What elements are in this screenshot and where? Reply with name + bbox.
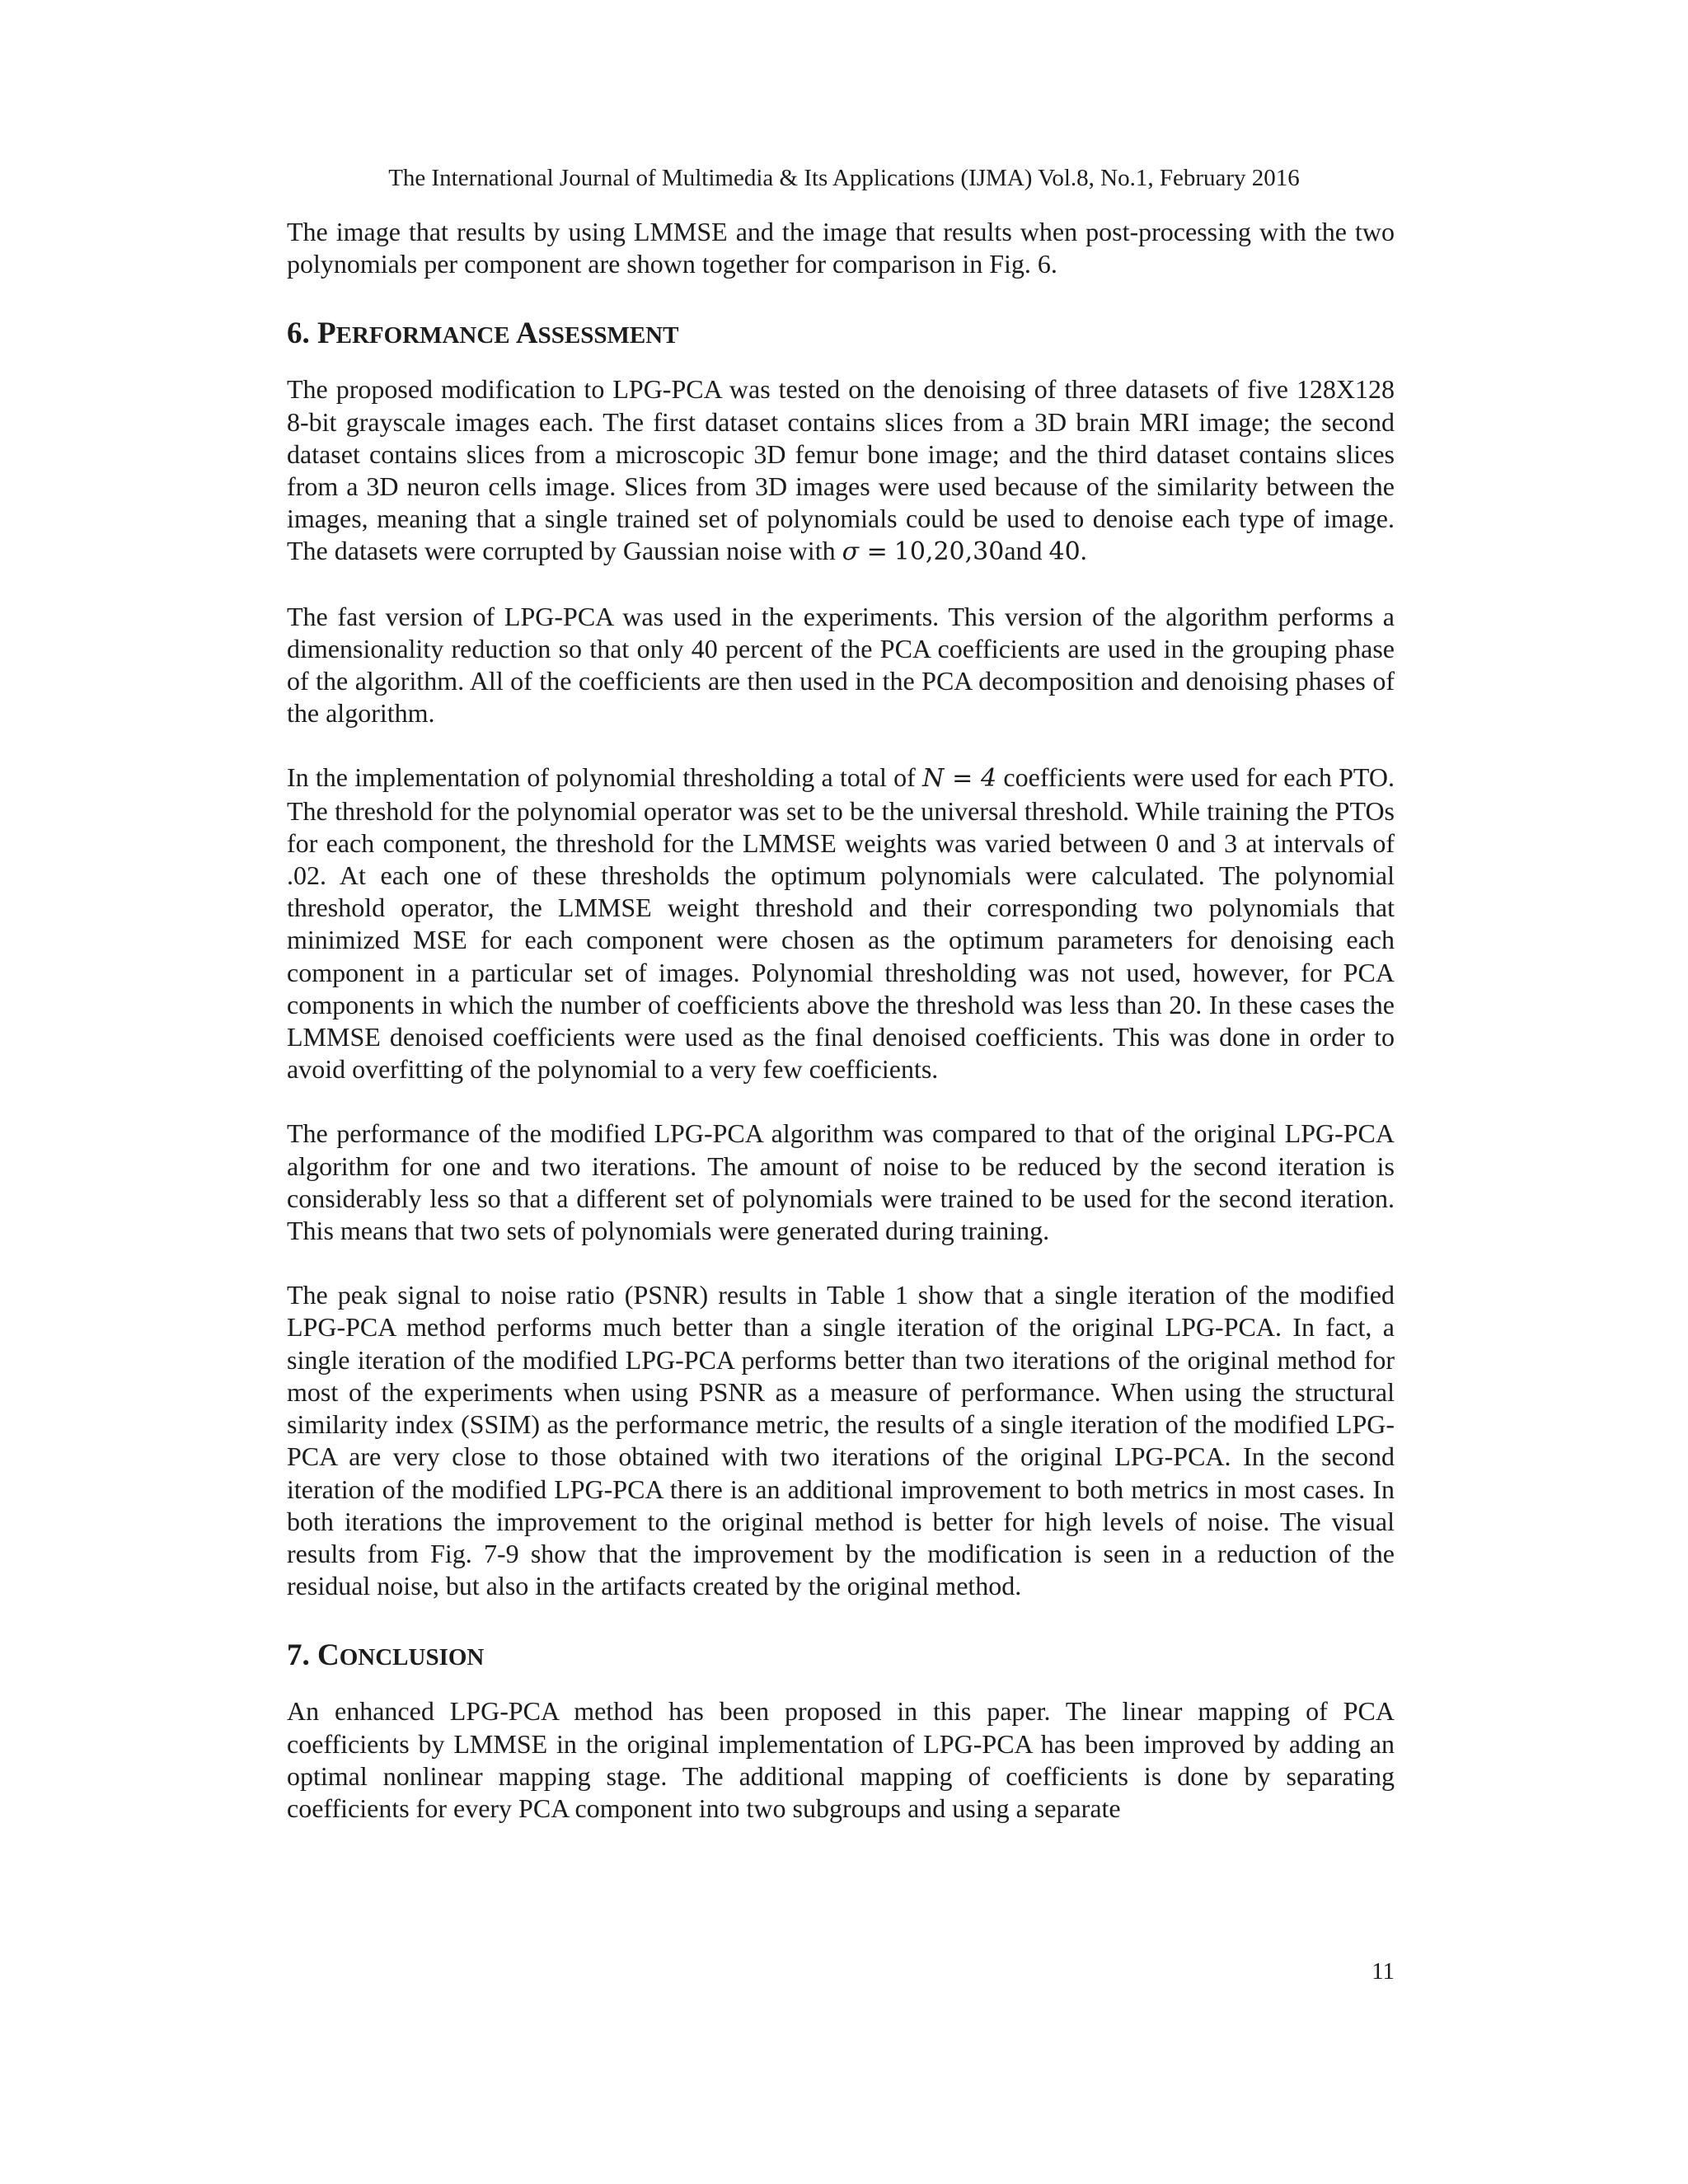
section-6-heading: 6. PERFORMANCE ASSESSMENT bbox=[287, 316, 679, 351]
section-6-paragraph-1: The proposed modification to LPG-PCA was tested on the denoising of three datasets of five 128X128 8-bit grayscale images each. The first dataset contains slices from a 3D brain MRI image; the second dataset contains slices from a microscopic 3D femur bone image; and the third dataset contains slices from a 3D neuron cells image. Slices from 3D images were used because of the similarity between the images, meaning that a single trained set of polynomials could be used to denoise each type of image. The datasets were corrupted by Gaussian noise with σ = 10,20,30and 40. bbox=[287, 374, 1395, 567]
section-6-paragraph-3: In the implementation of polynomial thresholding a total of N = 4 coefficients were used for each PTO. The threshold for the polynomial operator was set to be the universal threshold. While training the PTOs for each component, the threshold for the LMMSE weights was varied between 0 and 3 at intervals of .02. At each one of these thresholds the optimum polynomials were calculated. The polynomial threshold operator, the LMMSE weight threshold and their corresponding two polynomials that minimized MSE for each component were chosen as the optimum parameters for denoising each component in a particular set of images. Polynomial thresholding was not used, however, for PCA components in which the number of coefficients above the threshold was less than 20. In these cases the LMMSE denoised coefficients were used as the final denoised coefficients. This was done in order to avoid overfitting of the polynomial to a very few coefficients. bbox=[287, 762, 1395, 1085]
n-equals-4: N = 4 bbox=[922, 764, 997, 794]
section-7-paragraph-1: An enhanced LPG-PCA method has been proposed in this paper. The linear mapping of PCA coefficients by LMMSE in the original implementation of LPG-PCA has been improved by adding an optimal nonlinear mapping stage. The additional mapping of coefficients is done by separating coefficients for every PCA component into two subgroups and using a separate bbox=[287, 1696, 1395, 1823]
section-6-paragraph-4: The performance of the modified LPG-PCA algorithm was compared to that of the original LPG-PCA algorithm for one and two iterations. The amount of noise to be reduced by the second iteration is considerably less so that a different set of polynomials were trained to be used for the second iteration. This means that two sets of polynomials were generated during training. bbox=[287, 1118, 1395, 1246]
page-number: 11 bbox=[1372, 1958, 1395, 1985]
section-6-paragraph-5: The peak signal to noise ratio (PSNR) results in Table 1 show that a single iteration of the modified LPG-PCA method performs much better than a single iteration of the original LPG-PCA. In fact, a single iteration of the modified LPG-PCA performs better than two iterations of the original method for most of the experiments when using PSNR as a measure of performance. When using the structural similarity index (SSIM) as the performance metric, the results of a single iteration of the modified LPG-PCA are very close to those obtained with two iterations of the original LPG-PCA. In the second iteration of the modified LPG-PCA there is an additional improvement to both metrics in most cases. In both iterations the improvement to the original method is better for high levels of noise. The visual results from Fig. 7-9 show that the improvement by the modification is seen in a reduction of the residual noise, but also in the artifacts created by the original method. bbox=[287, 1280, 1395, 1601]
page-body bbox=[287, 216, 1395, 1825]
section-7-number: 7. bbox=[287, 1638, 310, 1673]
running-header: The International Journal of Multimedia & Its Applications (IJMA) Vol.8, No.1, February 2016 bbox=[388, 165, 1300, 191]
section-6-paragraph-2: The fast version of LPG-PCA was used in the experiments. This version of the algorithm performs a dimensionality reduction so that only 40 percent of the PCA coefficients are used in the grouping phase of the algorithm. All of the coefficients are then used in the PCA decomposition and denoising phases of the algorithm. bbox=[287, 601, 1395, 729]
sigma-symbol: σ = bbox=[842, 537, 888, 567]
intro-paragraph: The image that results by using LMMSE and the image that results when post-processing with the two polynomials per component are shown together for comparison in Fig. 6. bbox=[287, 217, 1395, 279]
section-6-number: 6. bbox=[287, 316, 310, 351]
section-7-heading: 7. CONCLUSION bbox=[287, 1638, 485, 1673]
